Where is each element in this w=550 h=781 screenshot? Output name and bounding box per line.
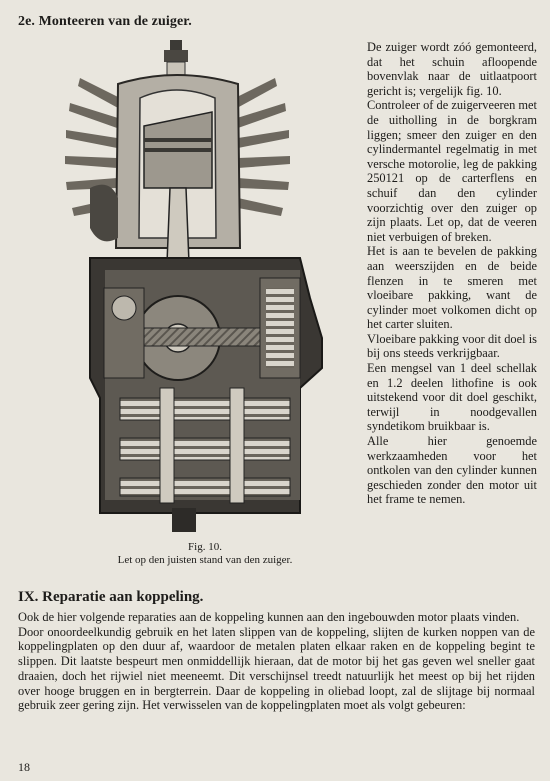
spark-plug-tip	[170, 40, 182, 50]
section-heading: 2e. Monteeren van de zuiger.	[18, 14, 192, 29]
side-paragraph: Controleer of de zuigerveeren met de uitholling in de borgkram liggen; smeer den zuiger en den cylindermantel regelmatig in met versche motorolie, leg de pakking 250121 op de carterflens en schuif dan den cylinder voorzichtig over den zuiger op zijn plaats. Let op, dat de veeren niet verbuigen of breken.	[367, 98, 537, 244]
body-paragraph: Ook de hier volgende reparaties aan de koppeling kunnen aan den ingebouwden motor plaats vinden.	[18, 610, 520, 624]
figure-caption	[40, 541, 370, 567]
exhaust-port	[90, 185, 118, 242]
side-paragraph: Vloeibare pakking voor dit doel is bij ons steeds verkrijgbaar.	[367, 331, 537, 361]
body-paragraph: Door onoordeelkundig gebruik en het laten slippen van de koppeling, slijten de kurken noppen van de koppelingplaten op den duur af, waardoor de metalen platen elkaar raken en de koppeling begint te slippen. Dit laatste bespeurt men onmiddellijk hieraan, dat de motor bij het gas geven wel sneller gaat draaien, doch het rijwiel niet meeneemt. Dit verschijnsel treedt natuurlijk het meest op bij het rijden over hooge bruggen en in bergterrein. Daar de koppeling in oliebad loopt, zal de slijtage bij normaal gebruik zeer gering zijn. Het verwisselen van de koppelingplaten moet als volgt gebeuren:	[18, 624, 535, 713]
drain-plug	[172, 508, 196, 532]
engine-cutaway-figure	[60, 38, 350, 536]
page-number: 18	[18, 760, 30, 774]
figure-caption-text: Let op den juisten stand van den zuiger.	[117, 554, 293, 566]
engine-cutaway-drawing	[60, 38, 350, 536]
side-paragraph: De zuiger wordt zóó gemonteerd, dat het schuin afloopende bovenvlak naar de uitlaatpoort gericht is; vergelijk fig. 10.	[367, 40, 537, 98]
gearbox	[120, 388, 290, 503]
side-column-text	[367, 40, 537, 507]
figure-number: Fig. 10.	[188, 541, 222, 553]
side-paragraph: Alle hier genoemde werkzaamheden voor het ontkolen van den cylinder kunnen geschieden zonder den motor uit het frame te nemen.	[367, 434, 537, 507]
chapter-title: IX. Reparatie aan koppeling.	[18, 589, 204, 605]
side-paragraph: Het is aan te bevelen de pakking aan weerszijden en de beide flenzen in te smeren met vloeibare pakking, want de cylinder moet volkomen dicht op het carter sluiten.	[367, 244, 537, 332]
spark-plug-nut	[164, 50, 188, 62]
body-text	[18, 610, 535, 713]
side-paragraph: Een mengsel van 1 deel schellak en 1.2 deelen lithofine is ook uitstekend voor dit doel geschikt, terwijl in noodgevallen syndetikom bruikbaar is.	[367, 361, 537, 434]
